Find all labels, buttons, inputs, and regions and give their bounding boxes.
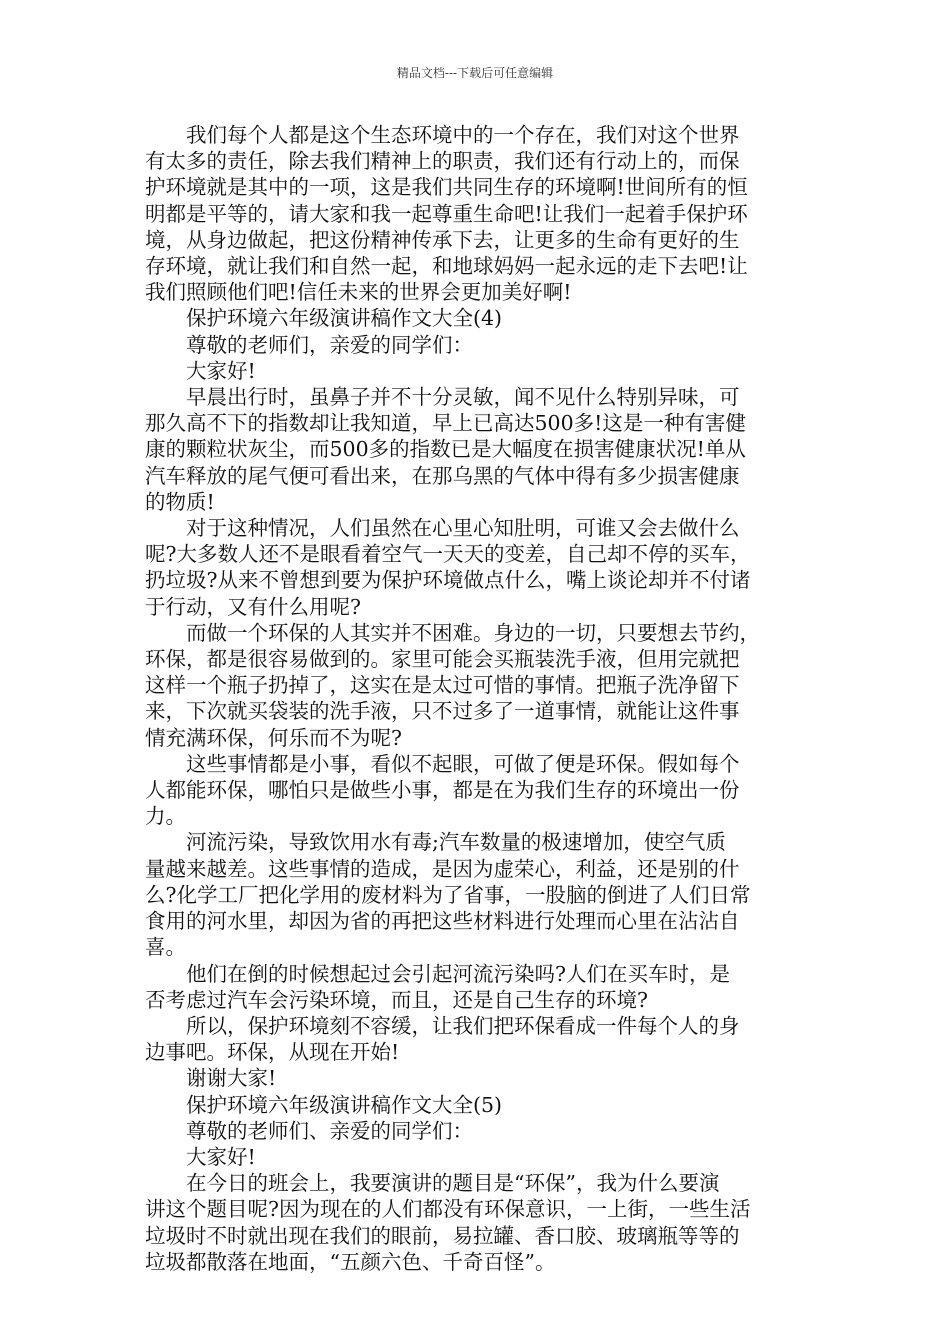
text-line: 所以，保护环境刻不容缓，让我们把环保看成一件每个人的身: [186, 1013, 740, 1038]
text-line: 垃圾都散落在地面，“五颜六色、千奇百怪”。: [145, 1249, 556, 1274]
paragraph: [145, 1144, 810, 1170]
text-line: 尊敬的老师们、亲爱的同学们：: [186, 1118, 473, 1143]
text-line: 么?化学工厂把化学用的废材料为了省事，一股脑的倒进了人们日常: [145, 882, 751, 907]
text-line: 边事吧。环保，从现在开始!: [145, 1040, 400, 1065]
document-body: [145, 122, 810, 1275]
text-line: 垃圾时不时就出现在我们的眼前，易拉罐、香口胶、玻璃瓶等等的: [145, 1223, 740, 1248]
text-line: 讲这个题目呢?因为现在的人们都没有环保意识，一上街，一些生活: [145, 1197, 751, 1222]
paragraph: [145, 961, 810, 1013]
text-line: 谢谢大家!: [186, 1066, 277, 1091]
paragraph: [145, 305, 810, 331]
paragraph: [145, 829, 810, 960]
text-line: 护环境就是其中的一项，这是我们共同生存的环境啊!世间所有的恒: [145, 175, 748, 200]
text-line: 康的颗粒状灰尘，而500多的指数已是大幅度在损害健康状况!单从: [145, 437, 746, 462]
text-line: 呢?大多数人还不是眼看着空气一天天的变差，自己却不停的买车，: [145, 542, 751, 567]
text-line: 有太多的责任，除去我们精神上的职责，我们还有行动上的，而保: [145, 149, 740, 174]
paragraph: [145, 1170, 810, 1275]
text-line: 汽车释放的尾气便可看出来，在那乌黑的气体中得有多少损害健康: [145, 463, 740, 488]
text-line: 量越来越差。这些事情的造成，是因为虚荣心，利益，还是别的什: [145, 856, 740, 881]
text-line: 我们每个人都是这个生态环境中的一个存在，我们对这个世界: [186, 123, 740, 147]
text-line: 他们在倒的时候想起过会引起河流污染吗?人们在买车时，是: [186, 961, 730, 986]
text-line: 河流污染，导致饮用水有毒;汽车数量的极速增加，使空气质: [186, 830, 726, 855]
text-line: 这样一个瓶子扔掉了，这实在是太过可惜的事情。把瓶子洗净留下: [145, 673, 740, 698]
text-line: 否考虑过汽车会污染环境，而且，还是自己生存的环境?: [145, 987, 648, 1012]
text-line: 的物质!: [145, 489, 215, 514]
paragraph: [145, 1065, 810, 1091]
text-line: 在今日的班会上，我要演讲的题目是“环保”，我为什么要演: [186, 1171, 720, 1196]
text-line: 大家好!: [186, 1144, 256, 1169]
text-line: 这些事情都是小事，看似不起眼，可做了便是环保。假如每个: [186, 751, 740, 776]
text-line: 保护环境六年级演讲稿作文大全(4): [186, 306, 503, 331]
text-line: 人都能环保，哪怕只是做些小事，都是在为我们生存的环境出一份: [145, 778, 740, 803]
text-line: 扔垃圾?从来不曾想到要为保护环境做点什么，嘴上谈论却并不付诸: [145, 568, 751, 593]
paragraph: [145, 332, 810, 358]
text-line: 早晨出行时，虽鼻子并不十分灵敏，闻不见什么特别异味，可: [186, 385, 740, 410]
text-line: 力。: [145, 804, 186, 829]
paragraph: [145, 1118, 810, 1144]
text-line: 存环境，就让我们和自然一起，和地球妈妈一起永远的走下去吧!让: [145, 254, 748, 279]
text-line: 对于这种情况，人们虽然在心里心知肚明，可谁又会去做什么: [186, 516, 740, 541]
text-line: 情充满环保，何乐而不为呢?: [145, 725, 402, 750]
text-line: 而做一个环保的人其实并不困难。身边的一切，只要想去节约，: [186, 620, 760, 645]
paragraph: [145, 358, 810, 384]
paragraph: [145, 620, 810, 751]
text-line: 境，从身边做起，把这份精神传承下去，让更多的生命有更好的生: [145, 227, 740, 252]
text-line: 尊敬的老师们，亲爱的同学们：: [186, 332, 473, 357]
paragraph: [145, 122, 810, 305]
text-line: 来，下次就买袋装的洗手液，只不过多了一道事情，就能让这件事: [145, 699, 740, 724]
text-line: 环保，都是很容易做到的。家里可能会买瓶装洗手液，但用完就把: [145, 647, 740, 672]
paragraph: [145, 1013, 810, 1065]
text-line: 大家好!: [186, 358, 256, 383]
text-line: 食用的河水里，却因为省的再把这些材料进行处理而心里在沾沾自: [145, 909, 740, 934]
paragraph: [145, 1092, 810, 1118]
paragraph: [145, 384, 810, 515]
paragraph: [145, 751, 810, 830]
paragraph: [145, 515, 810, 620]
text-line: 保护环境六年级演讲稿作文大全(5): [186, 1092, 503, 1117]
text-line: 于行动，又有什么用呢?: [145, 594, 361, 619]
text-line: 喜。: [145, 935, 186, 960]
page-header: 精品文档---下载后可任意编辑: [396, 66, 554, 80]
text-line: 我们照顾他们吧!信任未来的世界会更加美好啊!: [145, 280, 572, 305]
text-line: 明都是平等的，请大家和我一起尊重生命吧!让我们一起着手保护环: [145, 201, 748, 226]
text-line: 那久高不下的指数却让我知道，早上已高达500多!这是一种有害健: [145, 411, 746, 436]
